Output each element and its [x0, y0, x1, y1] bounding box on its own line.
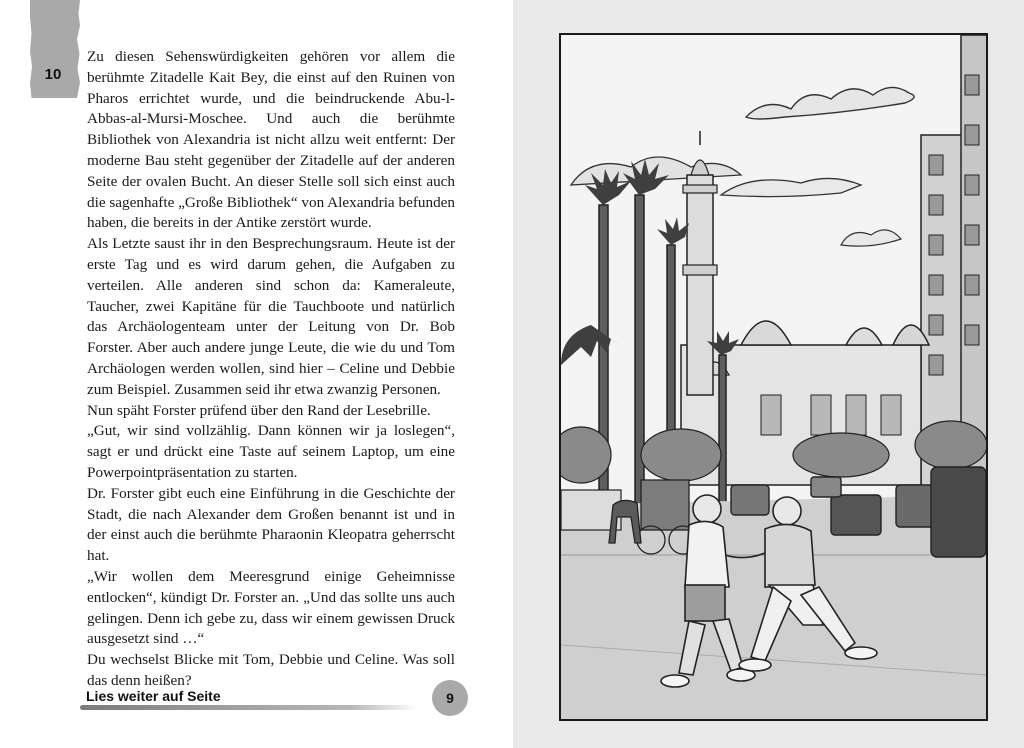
paragraph: Zu diesen Sehenswürdigkeiten gehören vor allem die berühmte Zitadelle Kait Bey, die einst auf den Ruinen von Pharos errichtet wurde, und die beindruckende Abu-l-Abbas-al-Mursi-Moschee. Und auch die berühmte Bibliothek von Alexandria ist nicht allzu weit entfernt: Der moderne Bau steht gegenüber der Zitadelle auf der anderen Seite der ovalen Bucht. An dieser Stelle soll sich einst auch die sagenhafte „Große Bibliothek“ von Alexandria befunden haben, die bereits in der Antike zerstört wurde.: [87, 48, 455, 232]
paragraph: „Wir wollen dem Meeresgrund einige Geheimnisse entlocken“, kündigt Dr. Forster an. „Und das sollte uns auch gelingen. Denn ich gebe zu, dass wir einem gewissen Druck ausgesetzt sind …“: [87, 567, 455, 648]
story-text: [87, 47, 455, 692]
right-page: [513, 0, 1024, 748]
page-number-tab: [30, 0, 80, 98]
brush-stroke-divider: [80, 705, 418, 710]
paragraph: Dr. Forster gibt euch eine Einführung in die Geschichte der Stadt, die nach Alexander dem Großen benannt ist und in der einst auch die berühmte Pharaonin Kleopatra geherrscht hat.: [87, 484, 455, 565]
paragraph: „Gut, wir sind vollzählig. Dann können wir ja loslegen“, sagt er und drückt eine Taste auf seinem Laptop, um eine Powerpointpräsentation zu starten.: [87, 422, 455, 481]
page-number: 10: [44, 66, 62, 83]
paragraph: Nun späht Forster prüfend über den Rand der Lesebrille.: [87, 401, 431, 419]
continue-page-button[interactable]: 9: [432, 680, 468, 716]
continue-reading-label: Lies weiter auf Seite: [86, 688, 221, 704]
paragraph: Du wechselst Blicke mit Tom, Debbie und Celine. Was soll das denn heißen?: [87, 651, 455, 689]
street-scene-illustration: [559, 33, 988, 721]
paragraph: Als Letzte saust ihr in den Besprechungsraum. Heute ist der erste Tag und es wird darum gehen, die Aufgaben zu verteilen. Alle anderen sind schon da: Kameraleute, Taucher, zwei Kapitäne für die Tauchboote und natürlich das Archäologenteam unter der Leitung von Dr. Bob Forster. Aber auch andere junge Leute, die wie du und Tom Archäologen werden wollen, sind hier – Celine und Debbie zum Beispiel. Zusammen seid ihr etwa zwanzig Personen.: [87, 235, 455, 398]
